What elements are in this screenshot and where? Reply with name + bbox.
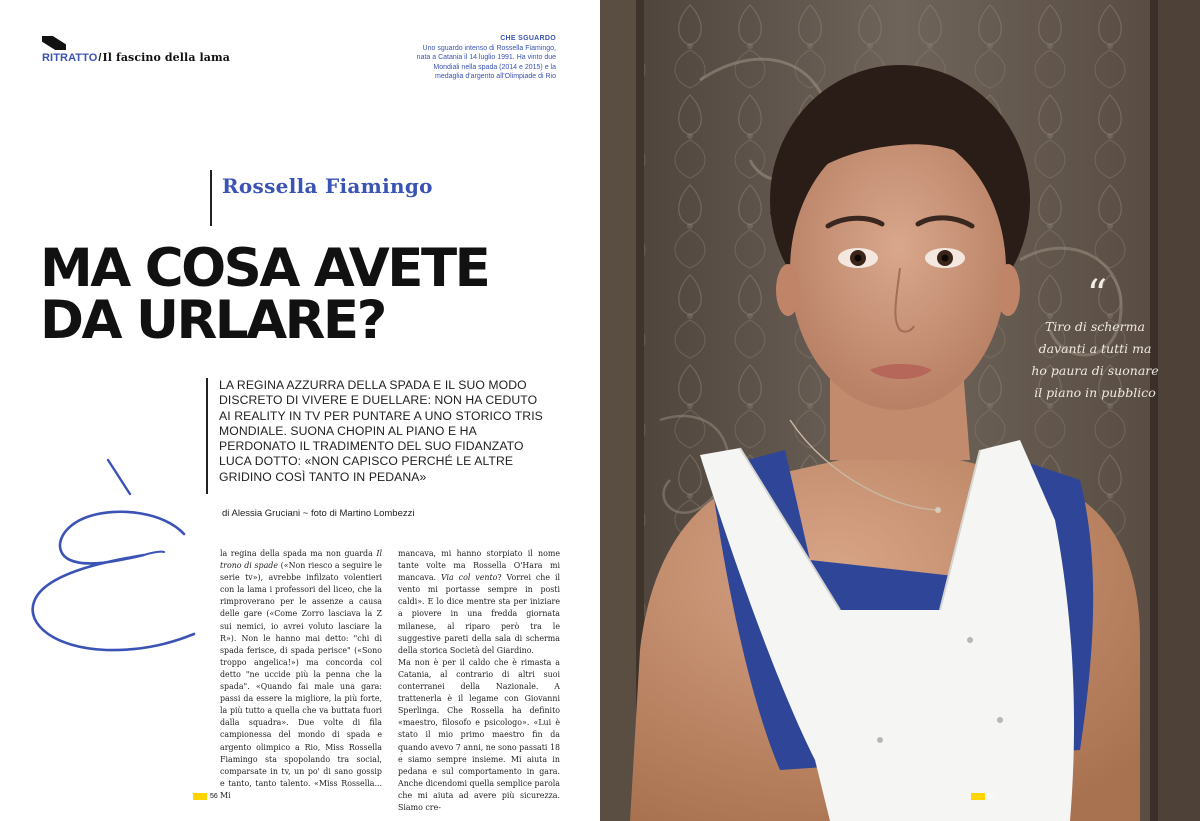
dropcap-e-grave	[24, 452, 204, 657]
section-header	[42, 51, 230, 64]
quote-mark-icon: “	[1086, 272, 1104, 318]
page-number-left	[193, 792, 218, 801]
section-separator: /	[98, 52, 102, 64]
magazine-logo-icon	[42, 36, 66, 50]
name-rule	[210, 170, 212, 226]
body-column-2	[398, 548, 560, 814]
quote-line-2: davanti a tutti ma	[1038, 341, 1152, 356]
body-column-1	[220, 548, 382, 802]
col1-text-b: («Non riesco a seguire le serie tv»), avrebbe infilzato volentieri con la lama i professori del liceo, che la rimproverano per le assenze a causa delle gare («Come Zorro lasciava la Z sui nemici, io avrei voluto lasciare la R»). Non le hanno mai detto: "chi di spada ferisce, di spada perisce" («Sono troppo angelica!») ma concorda col detto "ne uccide più la penna che la spada". «Quando fai male una gara: passi da essere la migliore, la più forte, la più tutto a quella che va buttata fuori dalla squadra». Due volte di fila campionessa del mondo di spada e argento olimpico a Rio, Miss Rossella Fiamingo sta spopolando tra social, comparsate in tv, un po' di sano gossip e tanto, tanto talento. «Miss Rossella... Mi	[220, 561, 382, 800]
headline	[40, 238, 580, 351]
quote-line-1: Tiro di scherma	[1045, 319, 1145, 334]
col1-text-a: la regina della spada ma non guarda	[220, 549, 377, 558]
caption-title: CHE SGUARDO	[500, 35, 556, 42]
page-number-right	[971, 792, 996, 801]
section-subject: Il fascino della lama	[102, 51, 230, 64]
subject-name: Rossella Fiamingo	[222, 174, 433, 198]
deck-rule	[206, 378, 208, 494]
quote-line-3: ho paura di suonare	[1031, 363, 1159, 378]
col1-title-italic: Il trono di spade	[220, 549, 382, 571]
section-kicker: RITRATTO	[42, 52, 98, 64]
col2-text-a: mancava, mi hanno storpiato il nome tante volte ma Rossella O'Hara mi mancava.	[398, 549, 560, 583]
byline: di Alessia Gruciani ~ foto di Martino Lombezzi	[222, 508, 415, 519]
headline-line-1: MA COSA AVETE	[40, 238, 489, 299]
portrait-photo	[600, 0, 1200, 821]
headline-line-2: DA URLARE?	[40, 290, 385, 351]
quote-line-4: il piano in pubblico	[1034, 385, 1156, 400]
right-page	[600, 0, 1200, 821]
caption-text: Uno sguardo intenso di Rossella Fiamingo, nata a Catania il 14 luglio 1991. Ha vinto due Mondiali nella spada (2014 e 2015) e la medaglia d'argento all'Olimpiade di Rio	[416, 44, 556, 81]
pull-quote	[1020, 272, 1170, 404]
photo-caption	[416, 34, 556, 82]
page-number-text: 57	[988, 793, 996, 800]
col2-paragraph-2: Ma non è per il caldo che è rimasta a Catania, al contrario di altri suoi conterranei della Nazionale. A trattenerla è il legame con Giovanni Sperlinga. Che Rossella ha definito «maestro, filosofo e psicologo». «Lui è stato il mio primo maestro fin da quando avevo 7 anni, ne sono passati 18 e siamo sempre insieme. Mi aiuta in pedana e sul comportamento in gara. Anche dicendomi quella semplice parola che mi aiuta ad avere più sicurezza. Siamo cre-	[398, 657, 560, 812]
page-number-text: 56	[210, 793, 218, 800]
col2-title-italic: Via col vento	[440, 573, 498, 583]
folio-badge-icon	[193, 793, 207, 800]
col2-text-b: ? Vorrei che il vento mi portasse sempre in posti caldi». E lo dice mentre sta per iniziare a piovere in una fredda giornata milanese, al riparo però tra le suggestive pareti della sala di scherma della storica Società del Giardino.	[398, 573, 560, 655]
quote-text	[1020, 316, 1170, 404]
deck-text: LA REGINA AZZURRA DELLA SPADA E IL SUO MODO DISCRETO DI VIVERE E DUELLARE: NON HA CEDUTO AI REALITY IN TV PER PUNTARE A UNO STORICO TRIS MONDIALE. SUONA CHOPIN AL PIANO E HA PERDONATO IL TRADIMENTO DEL SUO FIDANZATO LUCA DOTTO: «NON CAPISCO PERCHÉ LE ALTRE GRIDINO COSÌ TANTO IN PEDANA»	[219, 378, 543, 484]
folio-badge-icon	[971, 793, 985, 800]
